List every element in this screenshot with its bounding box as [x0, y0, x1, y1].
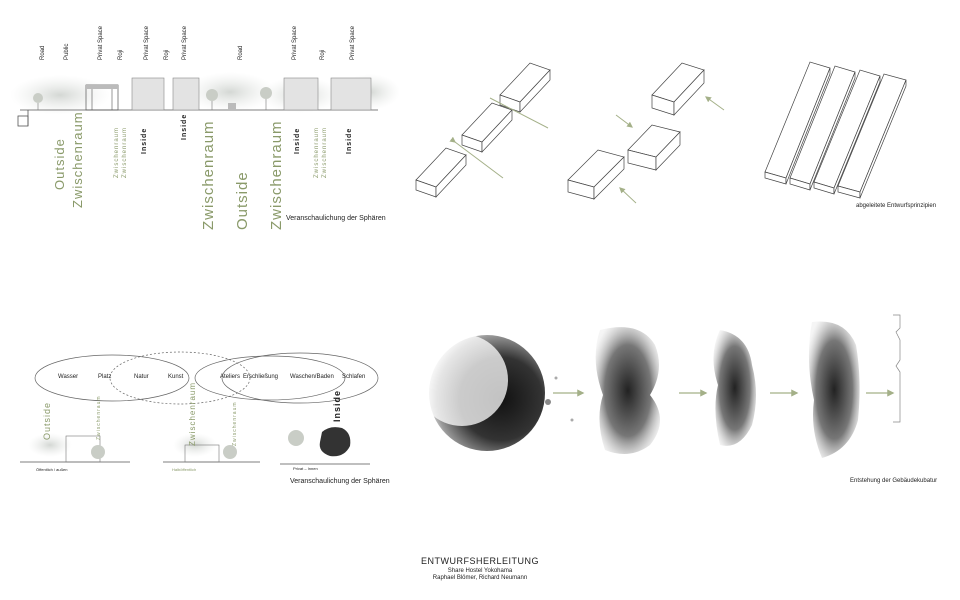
footer-title: ENTWURFSHERLEITUNG — [420, 556, 539, 566]
sphere-zwischen-small-d: Zwischenraum — [322, 126, 328, 178]
label-privat-space-4: Privat Space — [292, 25, 298, 60]
ellipse-erschliessung: Erschließung — [243, 374, 279, 380]
footer-project: Share Hostel Yokohama — [447, 568, 513, 574]
ellipse-wasser: Wasser — [58, 374, 79, 380]
caption-kubatur: Entstehung der Gebäudekubatur — [850, 478, 938, 484]
sphere-zwischen-left: Zwischenraum — [70, 111, 85, 208]
street-section — [10, 72, 400, 126]
sphere-inside-1: Inside — [141, 127, 148, 154]
label-privat-space-5: Privat Space — [350, 25, 356, 60]
footer-authors: Raphael Blömer, Richard Neumann — [432, 575, 528, 581]
caption-principles: abgeleitete Entwurfsprinzipien — [856, 203, 937, 209]
sphere-inside-2: Inside — [181, 113, 188, 140]
sphere-zwischen-mid1: Zwischenraum — [200, 120, 217, 230]
sphere-outside-mid: Outside — [234, 171, 251, 230]
label-road-2: Road — [238, 45, 244, 60]
small-zwischen-3: Zwischenraum — [232, 401, 238, 446]
arrow-in-3 — [620, 188, 636, 203]
block-axonometric-2 — [568, 63, 704, 199]
label-privat-space-1: Privat Space — [98, 25, 104, 60]
arrow-in-2 — [616, 115, 632, 127]
ellipse-natur: Natur — [134, 374, 149, 380]
ellipse-waschen-baden: Waschen/Baden — [290, 374, 334, 380]
ink-sequence — [416, 315, 900, 458]
ground-label-3: Privat – Innen — [293, 466, 318, 471]
small-inside: Inside — [332, 389, 342, 422]
ellipse-ateliers: Ateliers — [220, 374, 241, 380]
ground-label-2: Halböffentlich — [172, 467, 197, 472]
arrow-in-1 — [706, 97, 724, 110]
sphere-zwischen-small-c: Zwischenraum — [314, 126, 320, 178]
sphere-inside-4: Inside — [346, 127, 353, 154]
caption-spheres-top: Veranschaulichung der Sphären — [286, 215, 386, 222]
sphere-zwischen-small-a: Zwischenraum — [114, 126, 120, 178]
label-privat-space-2: Privat Space — [144, 25, 150, 60]
ellipse-schlafen: Schlafen — [342, 374, 366, 380]
label-roji-3: Roji — [320, 49, 326, 60]
block-axonometric-1 — [416, 63, 550, 197]
small-zwischen-2: Zwischenraum — [188, 381, 197, 446]
small-outside: Outside — [42, 401, 52, 440]
ellipse-kunst: Kunst — [168, 374, 184, 380]
label-public: Public — [64, 43, 70, 60]
small-zwischen-1: Zwischenraum — [96, 395, 102, 440]
sphere-zwischen-small-b: Zwischenraum — [122, 126, 128, 178]
sphere-inside-3: Inside — [294, 127, 301, 154]
ellipse-platz: Platz — [98, 374, 112, 380]
ground-label-1: Öffentlich / außen — [36, 467, 68, 472]
caption-spheres-bottom: Veranschaulichung der Sphären — [290, 478, 390, 485]
sphere-zwischen-mid2: Zwischenraum — [268, 120, 285, 230]
label-road-1: Road — [40, 45, 46, 60]
label-privat-space-3: Privat Space — [182, 25, 188, 60]
label-roji-2: Roji — [164, 49, 170, 60]
slab-principles — [765, 62, 906, 198]
label-roji-1: Roji — [118, 49, 124, 60]
sphere-outside-left: Outside — [52, 138, 67, 190]
